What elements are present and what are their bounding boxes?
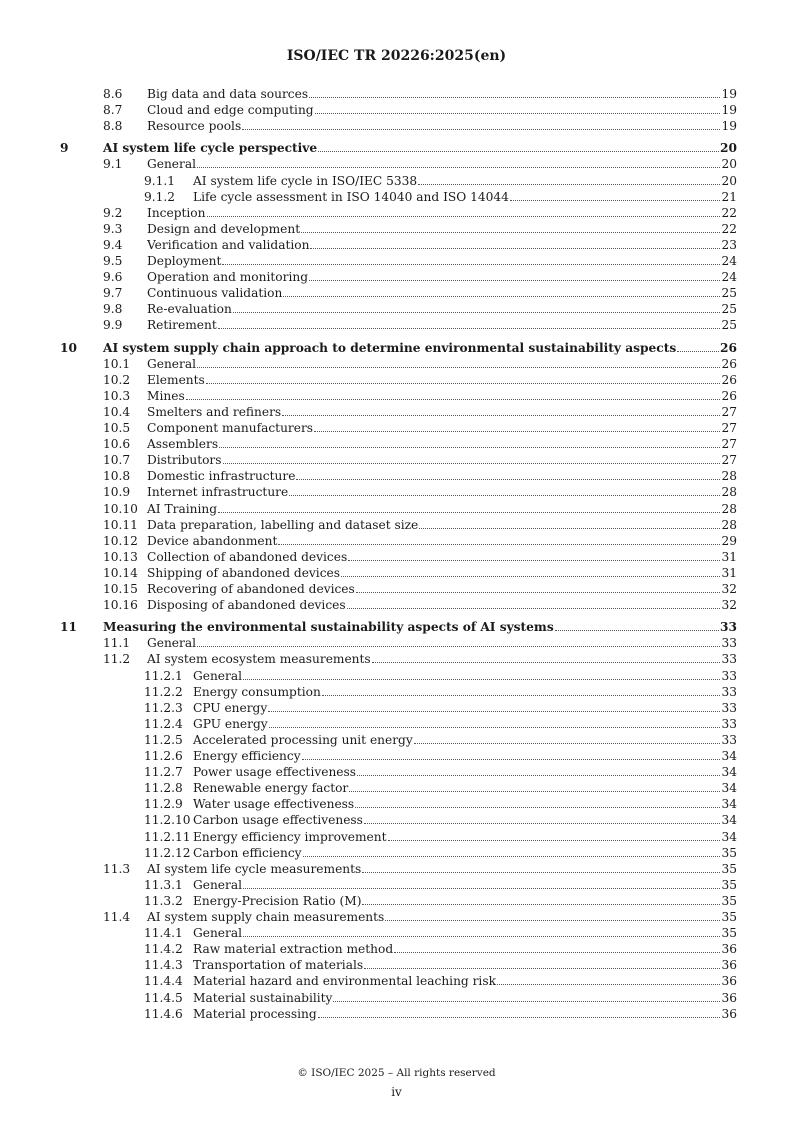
toc-dot-leader: [364, 823, 721, 824]
toc-entry-title: AI Training: [147, 501, 218, 516]
toc-entry-title: Data preparation, labelling and dataset size: [147, 517, 419, 532]
toc-entry-title: General: [147, 356, 196, 371]
toc-entry-page: 27: [721, 453, 737, 468]
toc-entry-title: Recovering of abandoned devices: [147, 582, 355, 596]
toc-dot-leader: [303, 856, 721, 857]
toc-dot-leader: [341, 576, 720, 577]
toc-entry-page: 24: [721, 254, 737, 268]
toc-entry-page: 28: [721, 485, 737, 500]
toc-entry-page: 20: [720, 141, 737, 156]
toc-dot-leader: [243, 936, 720, 937]
toc-entry-page: 24: [721, 270, 737, 285]
toc-entry-number: 10.7: [103, 453, 131, 468]
toc-dot-leader: [310, 248, 720, 249]
toc-entry[interactable]: [0, 973, 793, 989]
toc-entry-number: 11.3.2: [144, 893, 183, 908]
toc-entry-page: 33: [721, 668, 737, 683]
toc-entry-title: Operation and monitoring: [147, 270, 308, 285]
toc-dot-leader: [289, 495, 720, 496]
toc-dot-leader: [207, 216, 721, 217]
toc-dot-leader: [197, 646, 720, 647]
toc-entry-title: Assemblers: [147, 437, 219, 452]
toc-entry-title: Mines: [147, 388, 185, 403]
toc-entry[interactable]: [0, 468, 793, 484]
toc-entry[interactable]: [0, 501, 793, 517]
toc-dot-leader: [282, 415, 720, 416]
toc-entry-page: 32: [721, 582, 737, 596]
toc-entry[interactable]: [0, 732, 793, 748]
toc-entry[interactable]: [0, 796, 793, 812]
toc-entry-page: 36: [721, 942, 737, 957]
toc-entry-number: 9.4: [103, 237, 123, 252]
toc-entry-title: Resource pools: [147, 119, 242, 134]
toc-entry[interactable]: [0, 340, 793, 356]
toc-dot-leader: [555, 630, 719, 631]
toc-entry-number: 9.1.2: [144, 189, 176, 204]
toc-entry-page: 25: [721, 302, 737, 317]
toc-entry-page: 26: [721, 388, 737, 403]
toc-entry-title: AI system supply chain measurements: [147, 910, 385, 924]
toc-entry[interactable]: [0, 173, 793, 189]
toc-entry-page: 22: [721, 205, 737, 220]
toc-entry-title: Transportation of materials: [193, 958, 364, 973]
toc-entry-page: 35: [721, 861, 737, 876]
toc-entry-title: General: [193, 668, 242, 683]
toc-dot-leader: [218, 512, 720, 513]
toc-entry[interactable]: [0, 990, 793, 1006]
toc-dot-leader: [233, 312, 721, 313]
toc-entry-number: 10.4: [103, 404, 131, 419]
toc-entry-page: 22: [721, 221, 737, 236]
toc-entry-page: 20: [721, 173, 737, 188]
toc-dot-leader: [497, 984, 721, 985]
toc-entry[interactable]: [0, 581, 793, 597]
toc-entry[interactable]: [0, 619, 793, 635]
toc-entry[interactable]: [0, 356, 793, 372]
toc-entry-page: 36: [721, 990, 737, 1005]
toc-dot-leader: [322, 695, 721, 696]
toc-dot-leader: [309, 280, 720, 281]
toc-entry-title: Domestic infrastructure: [147, 469, 296, 484]
toc-entry-page: 26: [721, 356, 737, 371]
toc-entry[interactable]: [0, 140, 793, 156]
toc-entry-page: 23: [721, 237, 737, 252]
toc-entry[interactable]: [0, 420, 793, 436]
toc-dot-leader: [301, 232, 720, 233]
toc-entry-number: 11.4.5: [144, 990, 183, 1005]
toc-entry-title: GPU energy: [193, 716, 268, 731]
toc-dot-leader: [219, 447, 720, 448]
toc-entry-number: 9.6: [103, 270, 123, 285]
toc-entry-number: 11.3: [103, 861, 131, 876]
toc-entry-page: 31: [721, 549, 737, 564]
toc-entry-number: 11.2.4: [144, 716, 183, 731]
toc-entry-number: 11.2.8: [144, 781, 183, 796]
toc-dot-leader: [318, 1017, 721, 1018]
toc-dot-leader: [186, 399, 721, 400]
toc-entry-title: Raw material extraction method: [193, 942, 394, 957]
toc-entry-page: 28: [721, 469, 737, 484]
toc-entry-title: Material processing: [193, 1006, 317, 1021]
toc-entry-number: 11.2.3: [144, 700, 183, 715]
toc-entry-title: Material hazard and environmental leaching risk: [193, 974, 496, 989]
toc-entry[interactable]: [0, 221, 793, 237]
toc-entry-number: 10.5: [103, 421, 131, 435]
toc-entry[interactable]: [0, 909, 793, 925]
toc-entry-page: 29: [721, 533, 737, 548]
toc-dot-leader: [372, 662, 721, 663]
toc-entry-title: Shipping of abandoned devices: [147, 565, 340, 580]
copyright-footer: © ISO/IEC 2025 – All rights reserved: [297, 1067, 496, 1079]
toc-entry-number: 10.1: [103, 356, 131, 371]
toc-entry-page: 31: [721, 565, 737, 580]
toc-entry-page: 25: [721, 318, 737, 333]
toc-entry-title: Deployment: [147, 254, 222, 268]
toc-entry[interactable]: [0, 269, 793, 285]
toc-entry-page: 34: [721, 749, 737, 763]
toc-dot-leader: [385, 920, 720, 921]
toc-entry[interactable]: [0, 845, 793, 861]
toc-entry-title: Accelerated processing unit energy: [193, 732, 413, 747]
toc-dot-leader: [333, 1001, 720, 1002]
toc-entry-title: Device abandonment: [147, 533, 278, 548]
toc-dot-leader: [223, 463, 721, 464]
toc-dot-leader: [388, 840, 721, 841]
toc-dot-leader: [356, 592, 721, 593]
toc-entry-number: 9.1.1: [144, 173, 176, 188]
toc-entry-title: Water usage effectiveness: [193, 797, 355, 812]
toc-entry-title: Re-evaluation: [147, 302, 232, 317]
toc-entry-number: 10: [60, 340, 77, 355]
toc-entry-number: 11.2.7: [144, 765, 183, 780]
toc-entry-number: 10.2: [103, 372, 131, 387]
toc-entry-page: 35: [721, 893, 737, 908]
toc-entry-page: 35: [721, 910, 737, 924]
toc-entry-number: 11.2.6: [144, 749, 183, 763]
toc-dot-leader: [364, 968, 720, 969]
toc-entry-page: 34: [721, 813, 737, 828]
toc-entry-number: 9.3: [103, 221, 123, 236]
toc-entry-title: Elements: [147, 372, 205, 387]
toc-entry-title: General: [193, 926, 242, 941]
toc-entry-title: AI system supply chain approach to determine environmental sustainability aspects: [103, 340, 677, 355]
toc-entry[interactable]: [0, 764, 793, 780]
toc-entry[interactable]: [0, 484, 793, 500]
toc-dot-leader: [677, 351, 719, 352]
toc-entry[interactable]: [0, 301, 793, 317]
toc-entry-title: Disposing of abandoned devices: [147, 598, 346, 613]
toc-entry-number: 9.2: [103, 205, 123, 220]
toc-dot-leader: [218, 328, 721, 329]
toc-entry-page: 33: [720, 620, 737, 635]
toc-entry-number: 11.2.9: [144, 797, 183, 812]
page-number: iv: [391, 1085, 402, 1099]
toc-entry[interactable]: [0, 565, 793, 581]
toc-entry[interactable]: [0, 533, 793, 549]
toc-dot-leader: [243, 679, 720, 680]
toc-entry[interactable]: [0, 597, 793, 613]
toc-entry-title: Collection of abandoned devices: [147, 549, 348, 564]
toc-entry-page: 27: [721, 437, 737, 452]
toc-entry-number: 10.11: [103, 517, 138, 532]
toc-dot-leader: [419, 528, 720, 529]
toc-entry-page: 33: [721, 700, 737, 715]
toc-entry-page: 26: [720, 340, 737, 355]
toc-entry-title: Energy consumption: [193, 684, 321, 699]
toc-entry-title: General: [147, 157, 196, 172]
toc-dot-leader: [394, 952, 720, 953]
toc-entry[interactable]: [0, 156, 793, 172]
toc-dot-leader: [242, 129, 720, 130]
toc-entry[interactable]: [0, 517, 793, 533]
toc-entry-title: Life cycle assessment in ISO 14040 and ISO 14044: [193, 189, 509, 204]
toc-dot-leader: [243, 888, 720, 889]
toc-entry-number: 9.5: [103, 254, 123, 268]
toc-entry[interactable]: [0, 189, 793, 205]
toc-entry[interactable]: [0, 877, 793, 893]
toc-entry-page: 28: [721, 501, 737, 516]
toc-dot-leader: [269, 727, 721, 728]
toc-entry-title: Internet infrastructure: [147, 485, 289, 500]
toc-entry-number: 10.9: [103, 485, 131, 500]
toc-dot-leader: [348, 560, 720, 561]
toc-entry-title: Retirement: [147, 318, 217, 333]
toc-entry-title: Carbon usage effectiveness: [193, 813, 363, 828]
toc-dot-leader: [283, 296, 720, 297]
toc-entry-title: Smelters and refiners: [147, 404, 282, 419]
toc-entry-number: 11.1: [103, 636, 131, 651]
toc-entry-title: Verification and validation: [147, 237, 310, 252]
toc-entry-title: Energy efficiency improvement: [193, 829, 387, 844]
toc-entry-number: 10.16: [103, 598, 138, 613]
toc-entry-title: Cloud and edge computing: [147, 103, 314, 118]
toc-dot-leader: [347, 608, 721, 609]
toc-entry[interactable]: [0, 716, 793, 732]
toc-entry[interactable]: [0, 404, 793, 420]
toc-entry-number: 8.7: [103, 103, 123, 118]
toc-entry-number: 11.4: [103, 910, 131, 924]
toc-dot-leader: [362, 872, 720, 873]
toc-entry[interactable]: [0, 668, 793, 684]
toc-entry-number: 10.12: [103, 533, 138, 548]
toc-entry-title: Continuous validation: [147, 286, 283, 301]
toc-entry-title: Carbon efficiency: [193, 845, 302, 860]
toc-entry[interactable]: [0, 253, 793, 269]
toc-entry-title: Power usage effectiveness: [193, 765, 357, 780]
toc-entry-page: 36: [721, 1006, 737, 1021]
toc-entry-page: 20: [721, 157, 737, 172]
toc-dot-leader: [268, 711, 720, 712]
toc-entry-number: 8.8: [103, 119, 123, 134]
toc-entry[interactable]: [0, 237, 793, 253]
toc-dot-leader: [510, 200, 721, 201]
toc-dot-leader: [309, 97, 720, 98]
toc-entry-page: 21: [721, 189, 737, 204]
toc-entry[interactable]: [0, 388, 793, 404]
toc-entry[interactable]: [0, 861, 793, 877]
toc-entry[interactable]: [0, 372, 793, 388]
toc-entry-number: 11.2.11: [144, 829, 191, 844]
toc-entry-number: 10.10: [103, 501, 138, 516]
toc-entry[interactable]: [0, 957, 793, 973]
toc-entry-number: 11.2.2: [144, 684, 183, 699]
toc-dot-leader: [362, 904, 720, 905]
toc-entry[interactable]: [0, 1006, 793, 1022]
toc-entry-page: 35: [721, 877, 737, 892]
toc-entry-number: 9: [60, 141, 69, 156]
toc-entry-title: AI system life cycle in ISO/IEC 5338: [193, 173, 418, 188]
toc-entry-number: 11.2: [103, 652, 131, 667]
toc-entry[interactable]: [0, 635, 793, 651]
toc-entry-number: 8.6: [103, 87, 123, 101]
toc-entry-number: 11.4.6: [144, 1006, 183, 1021]
toc-entry[interactable]: [0, 941, 793, 957]
toc-entry-number: 11.4.4: [144, 974, 183, 989]
toc-entry-title: Design and development: [147, 221, 301, 236]
toc-entry-number: 11.2.5: [144, 732, 183, 747]
toc-entry-title: Energy-Precision Ratio (M): [193, 893, 362, 908]
toc-dot-leader: [418, 184, 720, 185]
toc-entry-page: 34: [721, 829, 737, 844]
toc-dot-leader: [206, 383, 721, 384]
toc-entry-title: Renewable energy factor: [193, 781, 349, 796]
toc-entry[interactable]: [0, 893, 793, 909]
toc-entry-page: 19: [721, 103, 737, 118]
toc-dot-leader: [314, 431, 720, 432]
toc-entry-page: 32: [721, 598, 737, 613]
toc-entry-title: CPU energy: [193, 700, 268, 715]
toc-entry-page: 33: [721, 716, 737, 731]
toc-entry-number: 10.6: [103, 437, 131, 452]
toc-entry-title: General: [147, 636, 196, 651]
toc-entry[interactable]: [0, 285, 793, 301]
toc-entry-title: Big data and data sources: [147, 87, 309, 101]
toc-entry-number: 11.2.1: [144, 668, 183, 683]
toc-entry-number: 10.14: [103, 565, 138, 580]
toc-entry[interactable]: [0, 317, 793, 333]
toc-entry-title: Measuring the environmental sustainability aspects of AI systems: [103, 620, 554, 635]
toc-entry-page: 33: [721, 732, 737, 747]
toc-dot-leader: [222, 264, 720, 265]
toc-entry-page: 36: [721, 974, 737, 989]
toc-dot-leader: [414, 743, 721, 744]
toc-entry-title: Energy efficiency: [193, 749, 301, 763]
toc-entry-page: 27: [721, 404, 737, 419]
toc-entry-number: 11.2.12: [144, 845, 191, 860]
toc-entry-page: 34: [721, 797, 737, 812]
toc-entry[interactable]: [0, 86, 793, 102]
toc-entry[interactable]: [0, 205, 793, 221]
toc-entry-page: 27: [721, 421, 737, 435]
toc-entry[interactable]: [0, 102, 793, 118]
toc-entry[interactable]: [0, 812, 793, 828]
toc-entry[interactable]: [0, 748, 793, 764]
toc-dot-leader: [197, 167, 720, 168]
toc-dot-leader: [296, 479, 720, 480]
toc-entry[interactable]: [0, 684, 793, 700]
toc-entry-page: 36: [721, 958, 737, 973]
toc-entry-number: 9.1: [103, 157, 123, 172]
toc-entry[interactable]: [0, 700, 793, 716]
toc-entry-title: AI system ecosystem measurements: [147, 652, 371, 667]
toc-entry[interactable]: [0, 651, 793, 667]
toc-dot-leader: [315, 113, 721, 114]
document-header: ISO/IEC TR 20226:2025(en): [286, 48, 507, 64]
toc-entry-title: Component manufacturers: [147, 421, 314, 435]
toc-entry-number: 9.8: [103, 302, 123, 317]
toc-entry[interactable]: [0, 452, 793, 468]
toc-entry[interactable]: [0, 436, 793, 452]
toc-entry[interactable]: [0, 118, 793, 134]
toc-dot-leader: [197, 367, 720, 368]
toc-entry[interactable]: [0, 829, 793, 845]
toc-entry-page: 34: [721, 765, 737, 780]
toc-entry-number: 10.13: [103, 549, 138, 564]
toc-entry-number: 11.4.2: [144, 942, 183, 957]
toc-dot-leader: [278, 544, 720, 545]
toc-dot-leader: [302, 759, 721, 760]
toc-entry-title: Distributors: [147, 453, 222, 468]
toc-entry-page: 26: [721, 372, 737, 387]
toc-entry-page: 35: [721, 926, 737, 941]
toc-entry-number: 11.4.1: [144, 926, 183, 941]
toc-dot-leader: [355, 807, 720, 808]
toc-entry-page: 34: [721, 781, 737, 796]
toc-entry-number: 10.3: [103, 388, 131, 403]
toc-entry[interactable]: [0, 780, 793, 796]
toc-entry-number: 11.3.1: [144, 877, 183, 892]
toc-entry-number: 11.4.3: [144, 958, 183, 973]
toc-entry-number: 10.8: [103, 469, 131, 484]
toc-dot-leader: [349, 791, 720, 792]
toc-entry-page: 33: [721, 652, 737, 667]
toc-entry-number: 11: [60, 620, 77, 635]
toc-entry-title: AI system life cycle measurements: [147, 861, 362, 876]
toc-entry-title: Material sustainability: [193, 990, 333, 1005]
toc-entry-page: 19: [721, 119, 737, 134]
toc-entry[interactable]: [0, 549, 793, 565]
toc-entry-number: 11.2.10: [144, 813, 191, 828]
toc-entry-page: 19: [721, 87, 737, 101]
toc-entry-page: 33: [721, 684, 737, 699]
toc-entry-page: 33: [721, 636, 737, 651]
toc-entry-page: 35: [721, 845, 737, 860]
toc-entry-number: 9.9: [103, 318, 123, 333]
toc-entry-number: 10.15: [103, 582, 138, 596]
toc-dot-leader: [357, 775, 720, 776]
toc-entry-title: AI system life cycle perspective: [103, 141, 318, 156]
toc-dot-leader: [318, 151, 719, 152]
toc-entry-title: Inception: [147, 205, 206, 220]
toc-entry-title: General: [193, 877, 242, 892]
toc-entry-page: 28: [721, 517, 737, 532]
toc-entry-number: 9.7: [103, 286, 123, 301]
toc-entry-page: 25: [721, 286, 737, 301]
toc-entry[interactable]: [0, 925, 793, 941]
